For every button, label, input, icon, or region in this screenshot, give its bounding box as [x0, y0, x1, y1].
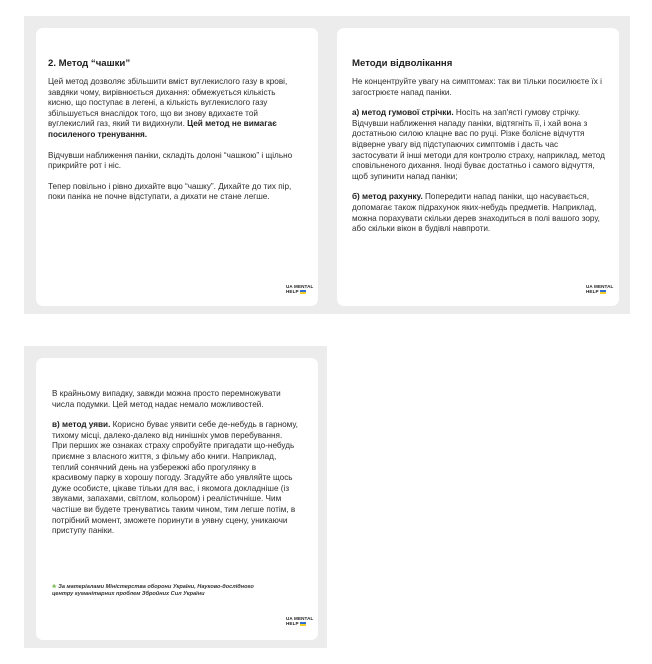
- ukraine-flag-icon: [600, 290, 606, 294]
- card-imagination-method: [36, 358, 318, 640]
- card-distraction-methods: [337, 28, 619, 306]
- paragraph-intro: В крайньому випадку, завжди можна просто перемножувати числа подумки. Цей метод надає немало можливостей.: [52, 389, 281, 409]
- ua-mental-help-logo: UA MENTAL HELP: [286, 616, 314, 627]
- card-body: [352, 77, 606, 245]
- paragraph-intro: Цей метод дозволяє збільшити вміст вуглекислого газу в крові, завдяки чому, вирівнюється дихання: обмежується кількість кисню, що поступає в легені, а кількість вуглекислого газу збільшується внаслідок того, що ви знову вдихаєте той вуглекислий газ, який ти видихнули. Цей метод не вимагає посиленого тренування.: [48, 77, 288, 139]
- paragraph-step-2: Тепер повільно і рівно дихайте вцю “чашку”. Дихайте до тих пір, поки паніка не почне відступати, а дихати не стане легше.: [48, 181, 292, 202]
- paragraph-counting: б) метод рахунку. Попередити напад паніки, що насувається, допомагає також підрахунок яких-небудь предметів. Наприклад, можна порахувати скільки дерев знаходиться в полі вашого зору, або скільки вікон в будівлі навпроти.: [352, 192, 600, 234]
- card-title: 2. Метод “чашки”: [48, 58, 131, 69]
- card-cup-method: [36, 28, 318, 306]
- card-body: [52, 389, 298, 547]
- paragraph-imagination: в) метод уяви. Корисно буває уявити себе де-небудь в гарному, тихому місці, далеко-далеко від нинішніх умов перебування. При перших же ознаках страху спробуйте пригадати що-небудь приємне з власного життя, з фільму або книги. Наприклад, теплий сонячний день на узбережжі або прогулянку в красивому парку в хорошу погоду. Згадуйте або уявляйте щось дуже особисте, цікаве тільки для вас, і якомога докладніше (із звуками, запахами, світлом, кольором) і реалістичніше. Чим частіше ви будете тренуватись таким чином, тим легше потім, в потрібний момент, зможете поринути в уявну сцену, уникаючи приступу паніки.: [52, 420, 298, 536]
- card-title: Методи відволікання: [352, 58, 453, 69]
- ukraine-flag-icon: [300, 622, 306, 626]
- paragraph-step-1: Відчувши наближення паніки, складіть долоні “чашкою” і щільно прикрийте рот і ніс.: [48, 150, 293, 171]
- paragraph-rubber-band: а) метод гумової стрічки. Носіть на зап'ясті гумову стрічку. Відчувши наближення нападу паніки, відтягніть її, і хай вона з достатньою силою клацне вас по руці. Різке болісне відчуття відверне увагу від підступаючих симптомів і дасть час застосувати й інші методи для контролю страху, наприклад, метод сповільненого дихання. Іноді буває достатньо і самого відчуття, щоб зупинити напад паніки;: [352, 108, 605, 181]
- paragraph-intro: Не концентруйте увагу на симптомах: так ви тільки посилюєте їх і загострюєте напад паніки.: [352, 77, 602, 97]
- source-note: ❀ За матеріалами Міністерства оборони України, Науково-дослідного центру гуманітарних проблем Збройних Сил України: [52, 584, 254, 597]
- ua-mental-help-logo: UA MENTAL HELP: [586, 284, 614, 295]
- card-body: [48, 77, 300, 213]
- ua-mental-help-logo: UA MENTAL HELP: [286, 284, 314, 295]
- leaf-icon: ❀: [52, 584, 57, 590]
- ukraine-flag-icon: [300, 290, 306, 294]
